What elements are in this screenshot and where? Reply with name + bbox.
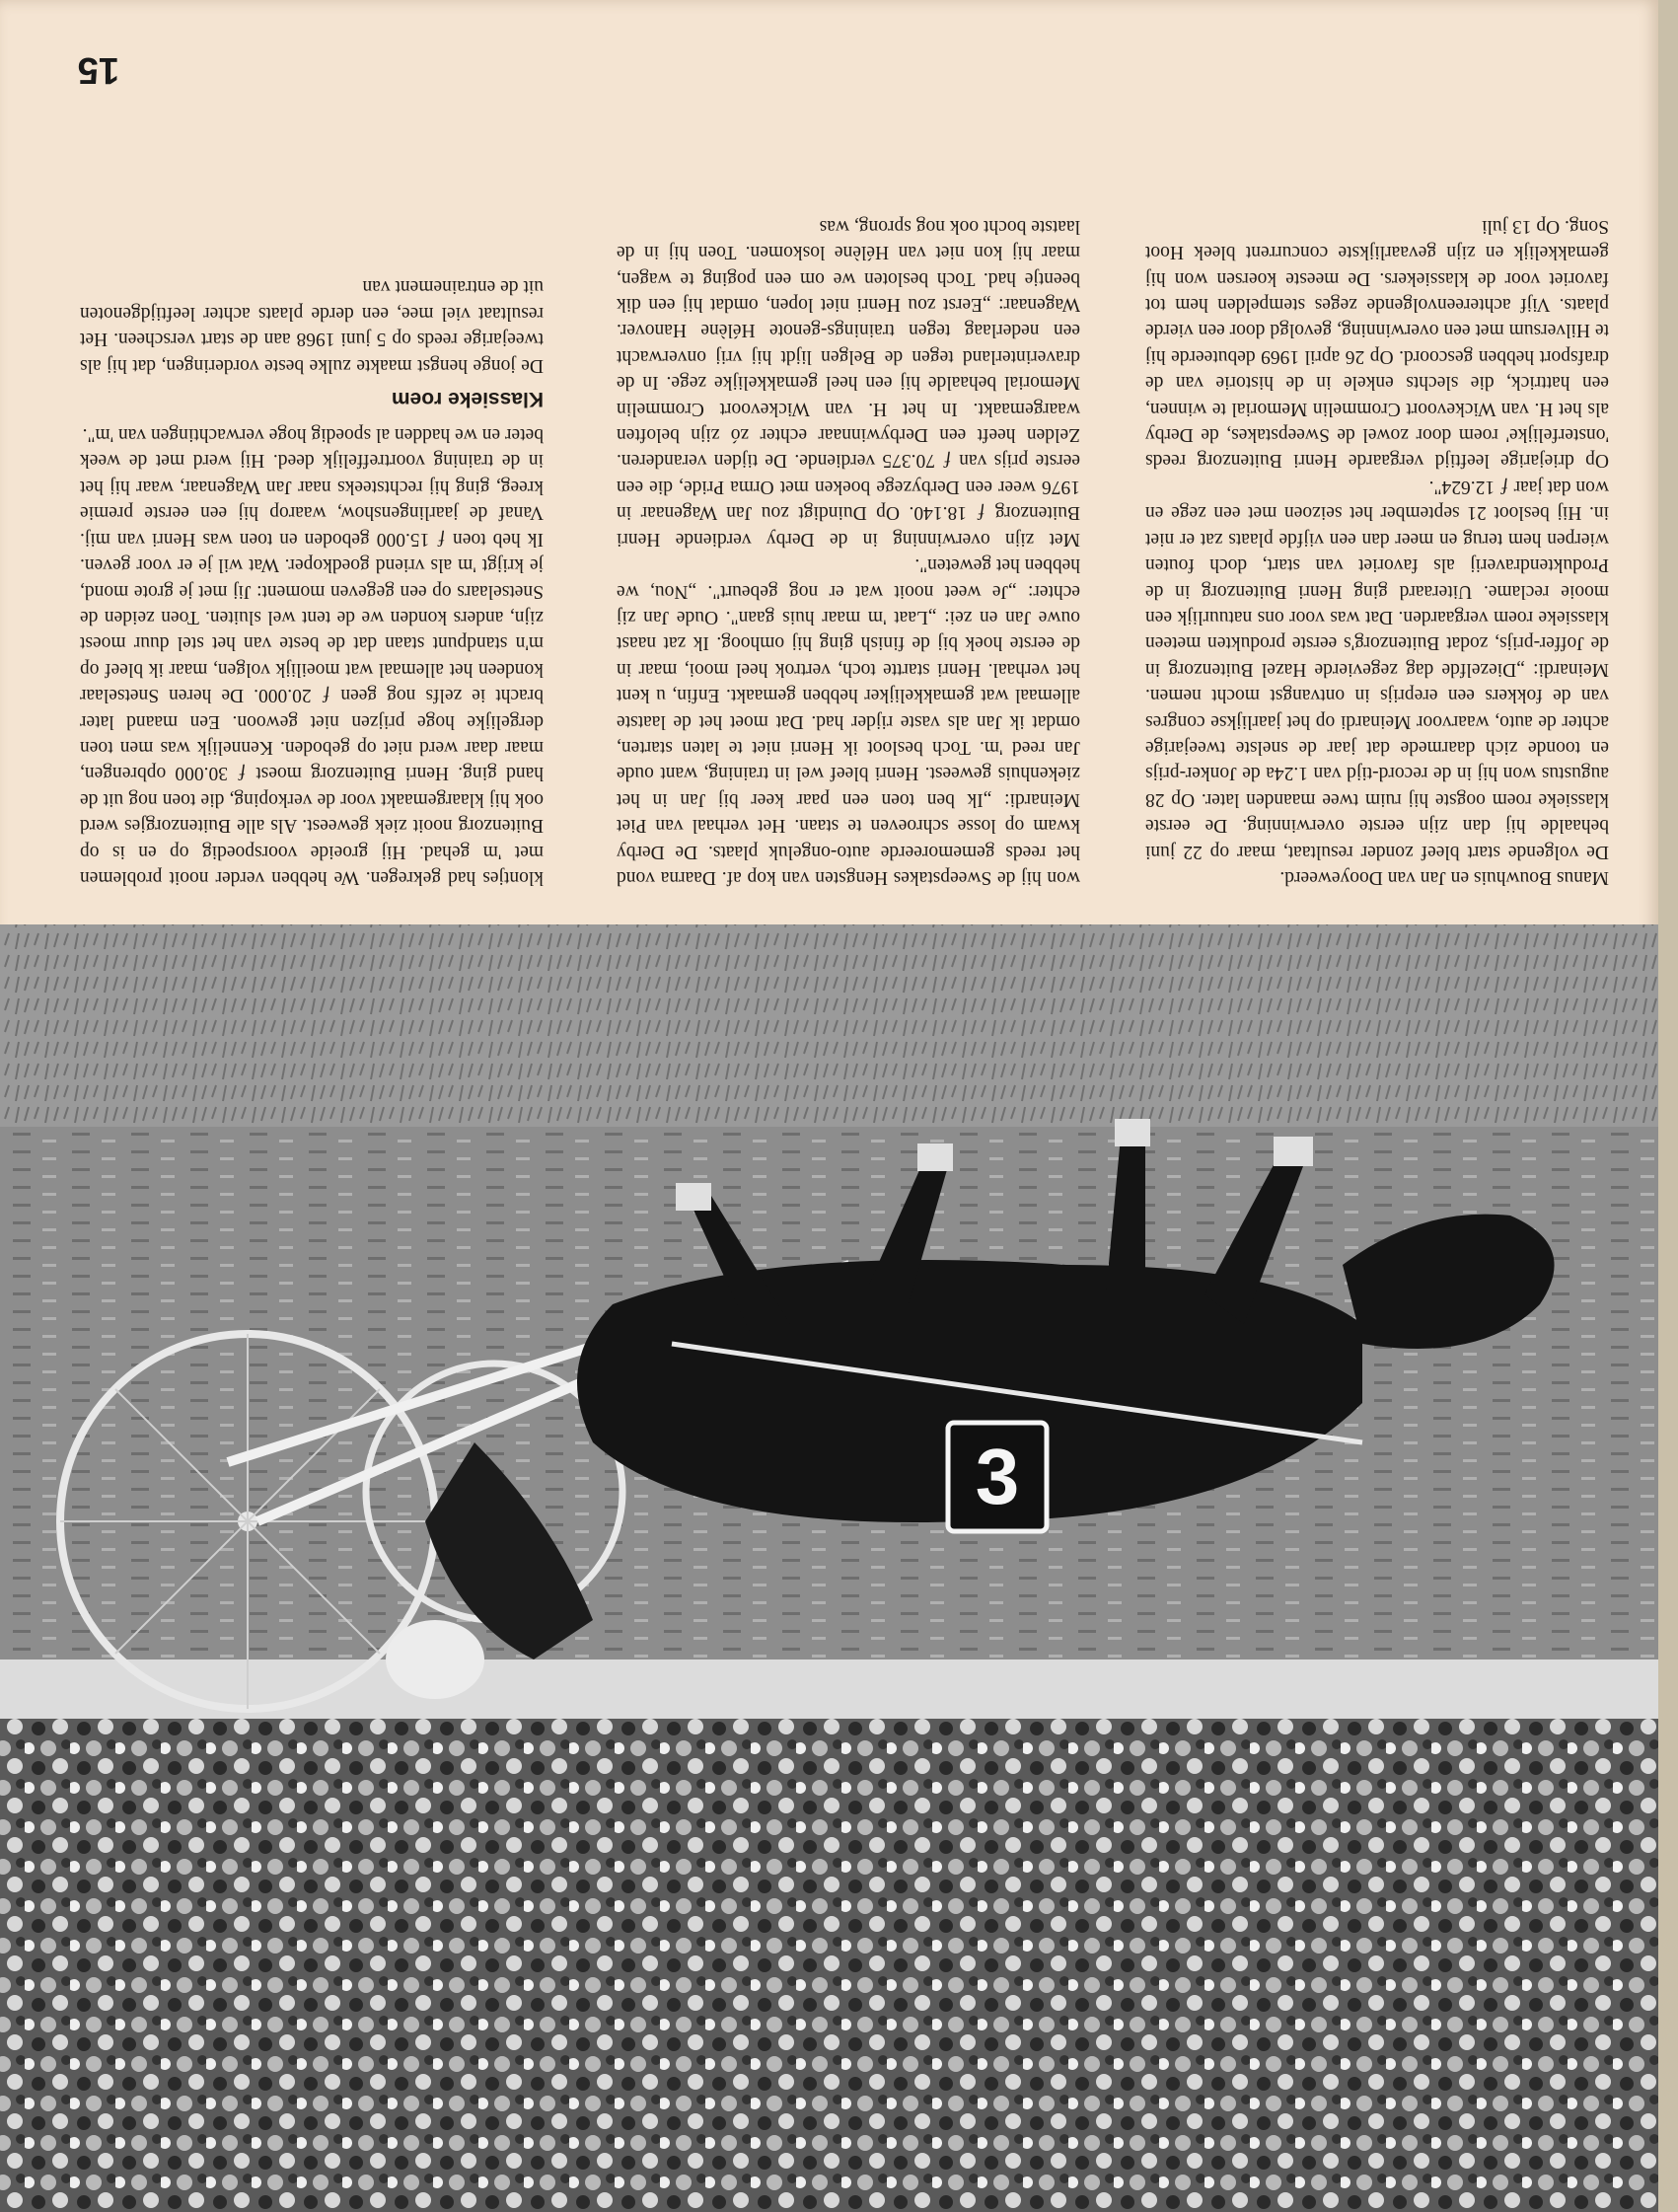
paragraph: won hij de Sweepstakes Hengsten van kop af. Daarna vond het reeds gememoreerde auto-ongeluk plaats. De Derby kwam op losse schroeven te staan. Het verhaal van Piet Meinardi: „Ik ben toen een paar keer bij Jan in het ziekenhuis geweest. Henri bleef wel in training, want oude Jan reed 'm. Toch besloot ik Henri niet te laten starten, omdat ik Jan als vaste rijder had. Dat moet het de laatste allemaal wat gemakkelijker hebben gemaakt. Enfin, u kent het verhaal. Henri startte toch, vertrok heel mooi, maar in de eerste hoek bij de finish ging hij omhoog. Ik zat naast ouwe Jan en zei: „Laat 'm maar huis gaan". Oude Jan zij echter: „Je weet nooit wat er nog gebeurt". „Nou, we hebben het geweten". bbox=[617, 554, 1080, 888]
number-bib: 3 bbox=[975, 1433, 1020, 1520]
text-column-3 bbox=[77, 41, 544, 890]
paragraph: Met zijn overwinning in de Derby verdiende Henri Buitenzorg ƒ 18.140. Op Duindigt zou Jan Wagenaar in 1976 weer een Derbyzege boeken met Orma Pride, die een eerste prijs van ƒ 70.375 verdiende. De tijden veranderen. Zelden heeft een Derbywinnaar echter zó zijn beloften waargemaakt. In het H. van Wickevoort Crommelin Memorial behaalde hij een heel gemakkelijke zege. In de draverinterland tegen de Belgen lijdt hij vrij onverwacht een nederlaag tegen trainings-genote Hélène Hanover. Wagenaar: „Eerst zou Henri niet lopen, omdat hij een dik beentje had. Toch besloten we om een poging te wagen, maar hij kon niet van Hélène loskomen. Toen hij in de laatste bocht ook nog sprong, was bbox=[617, 215, 1080, 550]
text-column-2 bbox=[617, 41, 1080, 890]
paragraph: De volgende start bleef zonder resultaat, maar op 22 juni behaalde hij dan zijn eerste overwinning. De eerste klassieke roem oogste hij ruim twee maanden later. Op 28 augustus won hij in de record-tijd van 1.24a de Jonker-prijs en toonde zich daarmede dat jaar de snelste tweejarige achter de auto, waarvoor Meinardi op het jaarlijkse congres van de fokkers een ereprijs in ontvangst mocht nemen. Meinardi: „Diezelfde dag zegevierde Hazel Buitenzorg in de Joffer-prijs, zodat Buitenzorg's eerste produkten meteen klassieke roem vergaarden. Dat was voor ons natuurlijk een mooie reclame. Uiteraard ging Henri Buitenzorg in de Produktendraverij als favoriet van start, doch fouten wierpen hem terug en meer dan een vijfde plaats zat er niet in. Hij besloot 21 september het seizoen met een zege en won dat jaar ƒ 12.624". bbox=[1145, 476, 1609, 862]
paragraph: Op driejarige leeftijd vergaarde Henri Buitenzorg reeds 'onsterfelijke' roem door zowel de Sweepstakes, de Derby als het H. van Wickevoort Crommelin Memorial te winnen, een hattrick, die slechts enkele in de historie van de drafsport hebben gescoord. Op 26 april 1969 debuteerde hij te Hilversum met een overwinning, gevolgd door een vierde plaats. Vijf achtereenvolgende zeges stempelden hem tot favoriet voor de klassiekers. De meeste koersen won hij gemakkelijk en zijn gevaarlijkste concurrent bleek Hoot Song. Op 13 juli bbox=[1145, 215, 1609, 472]
crowd-background bbox=[0, 1699, 1658, 2212]
section-heading: Klassieke roem bbox=[391, 387, 544, 410]
page-number: 15 bbox=[77, 49, 119, 91]
article-text bbox=[50, 41, 1609, 890]
harness-racing-photo bbox=[0, 924, 1658, 2212]
paragraph: Manus Bouwhuis en Jan van Dooyeweerd. bbox=[1279, 867, 1609, 888]
paragraph: De jonge hengst maakte zulke beste vorderingen, dat hij als tweejarige reeds op 5 juni 1968 aan de start verscheen. Het resultaat viel mee, een derde plaats achter leeftijdgenoten uit de entrainement van bbox=[80, 276, 544, 376]
grass-strip bbox=[0, 924, 1658, 1127]
text-column-1 bbox=[1145, 41, 1609, 890]
paragraph: klontjes had gekregen. We hebben verder nooit problemen met 'm gehad. Hij groeide voorspoedig op en is op Buitenzorg nooit ziek geweest. Als alle Buitenzorgjes werd ook hij klaargemaakt voor de verkoping, die toen nog uit de hand ging. Henri Buitenzorg moest ƒ 30.000 opbrengen, maar daar werd niet op geboden. Kennelijk was men toen dergelijke hoge prijzen niet gewoon. Een maand later bracht ie zelfs nog geen ƒ 20.000. De heren Snetselaar kondeen het allemaal wat moeilijk volgen, maar ik bleef op m'n standpunt staan dat de beste van het stel duur moest zijn, anders konden we de tent wel sluiten. Toen zeiden de Snetselaars op een gegeven moment: Jij met je grote mond, je krijgt 'm als vriend goedkoper. Wat wil je er voor geven. Ik heb toen ƒ 15.000 geboden en toen was Henri van mij. Vanaf de jaarlingenshow, waarop hij een eerste premie kreeg, ging hij rechtsteeks naar Jan Wagenaar, waar hij het in de training voortreffelijk deed. Hij werd met de week beter en we hadden al spoedig hoge verwachtingen van 'm". bbox=[80, 424, 544, 888]
